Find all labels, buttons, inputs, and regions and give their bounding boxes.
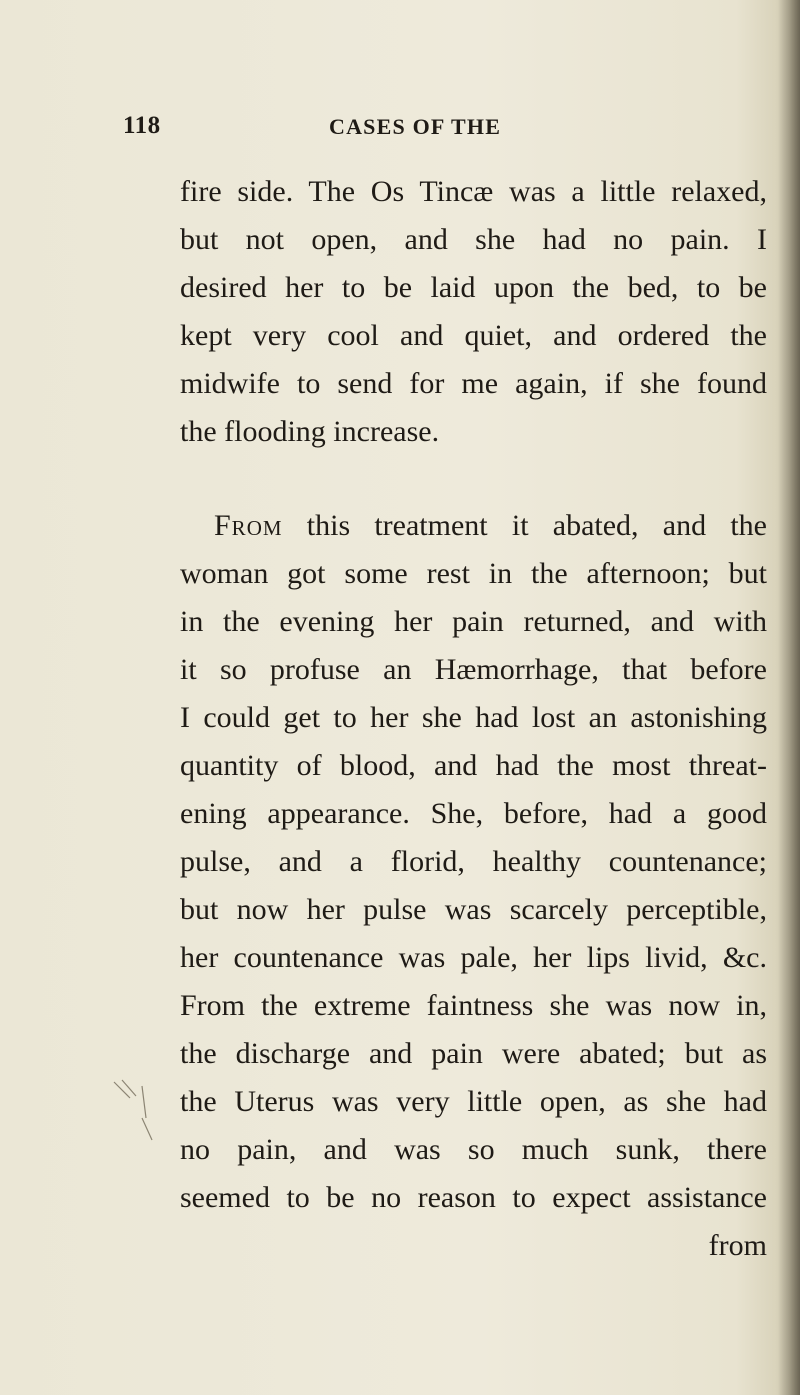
text-line: in the evening her pain returned, and with (180, 605, 767, 638)
page-header (123, 112, 763, 152)
paragraph-opening-word: From (214, 509, 283, 542)
text-line: seemed to be no reason to expect assistance (180, 1181, 767, 1214)
paragraph-1 (180, 168, 767, 456)
paragraph-2 (180, 502, 767, 1270)
text-line: midwife to send for me again, if she found (180, 367, 767, 400)
text-line: the Uterus was very little open, as she had (180, 1085, 767, 1118)
text-line: it so profuse an Hæmorrhage, that before (180, 653, 767, 686)
paragraph-gap (180, 456, 767, 502)
page-number: 118 (123, 112, 161, 139)
running-head: CASES OF THE (329, 114, 502, 139)
text-line: woman got some rest in the afternoon; but (180, 557, 767, 590)
first-line-rest: this treatment it abated, and the (282, 509, 767, 542)
pencil-mark (112, 1078, 172, 1148)
text-line: From the extreme faintness she was now in, (180, 989, 767, 1022)
text-line: but now her pulse was scarcely perceptible, (180, 893, 767, 926)
body-text (180, 168, 767, 1270)
text-line: ening appearance. She, before, had a good (180, 797, 767, 830)
text-line: no pain, and was so much sunk, there (180, 1133, 767, 1166)
text-line: the discharge and pain were abated; but as (180, 1037, 767, 1070)
text-line: pulse, and a florid, healthy countenance; (180, 845, 767, 878)
catchword: from (708, 1229, 767, 1262)
text-line: I could get to her she had lost an astonishing (180, 701, 767, 734)
text-line-first (180, 502, 767, 550)
text-line: but not open, and she had no pain. I (180, 223, 767, 256)
text-line: kept very cool and quiet, and ordered the (180, 319, 767, 352)
text-line: her countenance was pale, her lips livid, &c. (180, 941, 767, 974)
text-line: the flooding increase. (180, 415, 440, 448)
page-edge-shadow (778, 0, 800, 1395)
text-line: fire side. The Os Tincæ was a little relaxed, (180, 175, 767, 208)
text-line: desired her to be laid upon the bed, to be (180, 271, 767, 304)
text-line: quantity of blood, and had the most threat- (180, 749, 767, 782)
